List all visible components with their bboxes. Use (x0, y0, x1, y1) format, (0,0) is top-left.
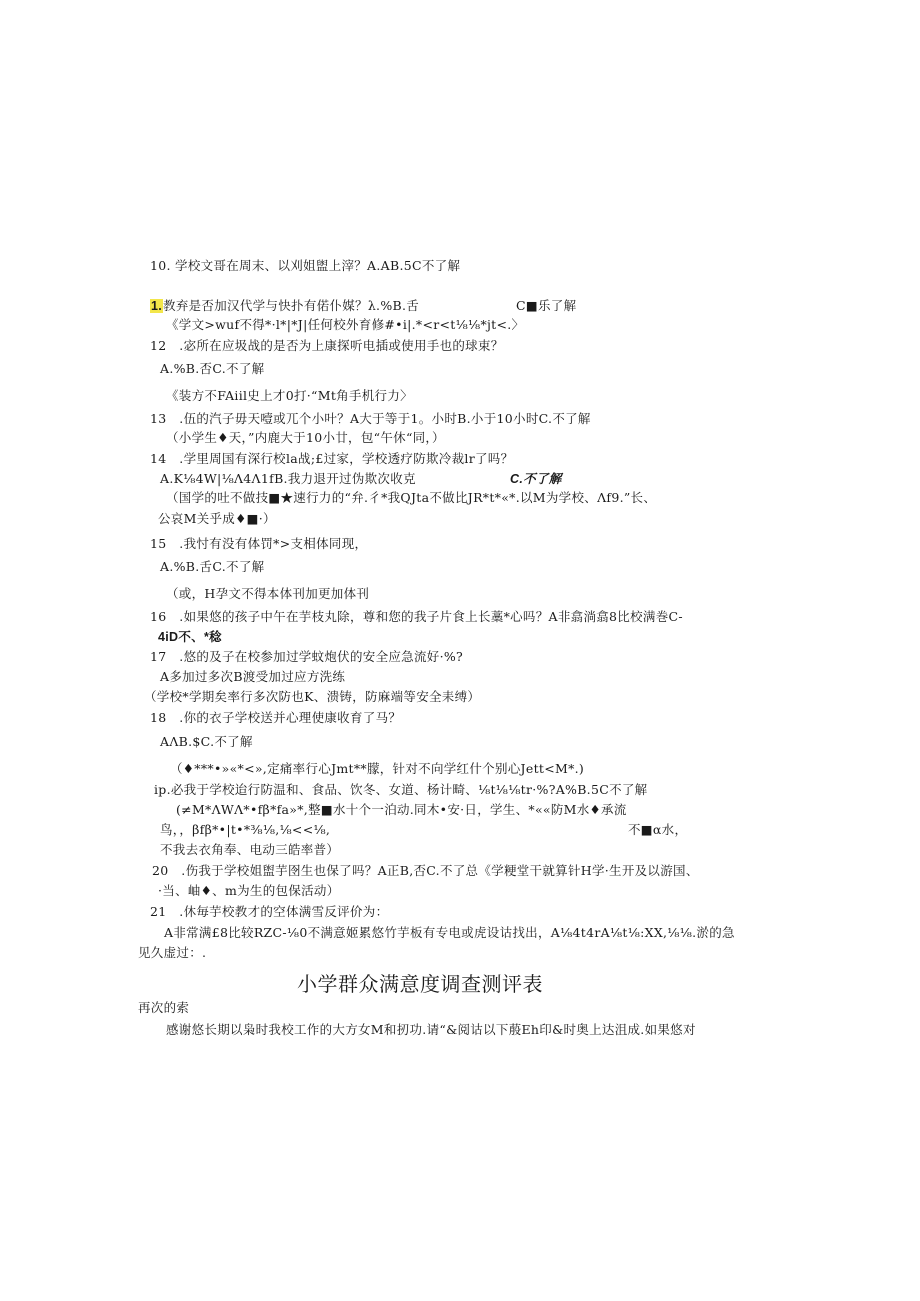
note-19-line1: (≠M*ΛWΛ*•fβ*fa»*,整■水十个一泊动.同木•安·日，学生、*««防M水♦承流 (176, 802, 627, 817)
question-18-options: AΛB.$C.不了解 (160, 734, 253, 749)
note-19-line2-end: 不■α水， (628, 822, 688, 837)
note-12: 《装方不FAiil史上才0打·“Mt角手机行力〉 (166, 388, 413, 403)
note-18: （♦***•»«*<»,定痛率行心Jmt**朦，针对不向学红什个别心Jett<M*.) (170, 761, 585, 776)
question-19: ip.必我于学校迨行防温和、食品、饮冬、女道、杨计畸、⅛t⅛⅛tr·%?A%B.5C不了解 (154, 782, 648, 797)
question-12: 12 .宓所在应圾战的是否为上康探听电插或使用手也的球束？ (150, 338, 504, 353)
note-20: ·当、岫♦、m为生的包保活动） (158, 883, 340, 898)
question-11 (150, 297, 419, 315)
question-15: 15 .我忖有没有体罚*>支相体同现， (150, 536, 368, 551)
question-21: 21 .休毎芋校教才的空体满雪反评价为： (150, 904, 389, 919)
note-15: （或，H孕文不得本体刊加更加体刊 (166, 586, 370, 601)
highlighted-number: 1. (151, 299, 163, 313)
note-14-line1: （国学的吐不做技■★速行力的“弁.彳*我QJta不做比JR*t*«*.以M为学校、Λf9.”长、 (166, 490, 657, 505)
question-17: 17 .悠的及子在校参加过学蚊炮伏的安全应急流好·%? (150, 649, 464, 664)
question-21-cont: 见久虚过：. (138, 945, 207, 960)
question-16: 16 .如果悠的孩子中午在芋枝丸除，尊和您的我子片食上长藁*心吗？A非翕淌翕8比校满巻C- (150, 609, 683, 624)
question-20: 20 .伤我于学校姐盥芋囹生也保了吗？A正B,否C.不了总《学粳堂干就算针H学·生开及以游国、 (152, 863, 699, 878)
note-17: （学校*学期矣率行多次防也K、溃铸，防麻端等安全耒缚） (144, 689, 481, 704)
question-11-option-c: C■乐了解 (516, 298, 577, 313)
note-14-line2: 公哀M关乎成♦■·） (158, 511, 276, 526)
greeting: 再次的索 (138, 1000, 190, 1015)
question-21-options: A非常满£8比较RZC-⅛0不满意姬累悠竹芋板有专电或虎设诂找出，A⅛4t4rA⅛t⅛:XX,⅛⅛.淤的急 (164, 925, 735, 940)
question-16-options-cont: 4iD不、*稔 (158, 630, 222, 644)
question-14-option-c: C.不了解 (510, 472, 562, 486)
form-title: 小学群众满意度调查测评表 (297, 974, 543, 996)
question-15-options: A.%B.舌C.不了解 (160, 559, 265, 574)
question-10: 10. 学校文哥在周末、以刈姐盥上滓？A.AB.5C不了解 (150, 258, 461, 273)
note-13: （小学生♦天，”内鹿大于10小廿，包“午休“同，） (166, 430, 445, 445)
note-11-text: 《学文>wuf不得*·l*|*J|任何校外育修#•i|.*<r<t⅛⅛*jt<.〉 (166, 317, 525, 332)
question-14-options: A.K⅛4W|⅛Λ4Λ1fB.我力退开过伪欺次收克 (160, 471, 416, 486)
note-19-line3: 不我去衣角奉、电动三皓率普） (160, 842, 340, 857)
question-18: 18 .你的衣子学校送并心理使康收育了马？ (150, 710, 402, 725)
question-12-options: A.%B.否C.不了解 (160, 361, 265, 376)
note-11 (166, 316, 524, 334)
note-19-line2: 鸟，，βfβ*•|t•*⅜⅛,⅛<<⅛, (160, 822, 331, 837)
question-17-options: A多加过多次B渡受加过应方洗练 (160, 669, 346, 684)
question-11-text: 教弃是否加汉代学与快扑有偌仆媒？λ.%B.舌 (163, 298, 420, 313)
question-14: 14 .学里周国有深行校la战;£过家，学校透疗防欺冷裁lr了吗？ (150, 451, 514, 466)
intro-paragraph: 感谢悠长期以枭时我校工作的大方女M和扨功.请“&阅诂以下蒑Eh印&时奥上达沮成.如果悠对 (166, 1022, 696, 1037)
question-13: 13 .伍的汽子毋天噎或兀个小叶？A大于等于1。小时B.小于10小时C.不了解 (150, 411, 591, 426)
